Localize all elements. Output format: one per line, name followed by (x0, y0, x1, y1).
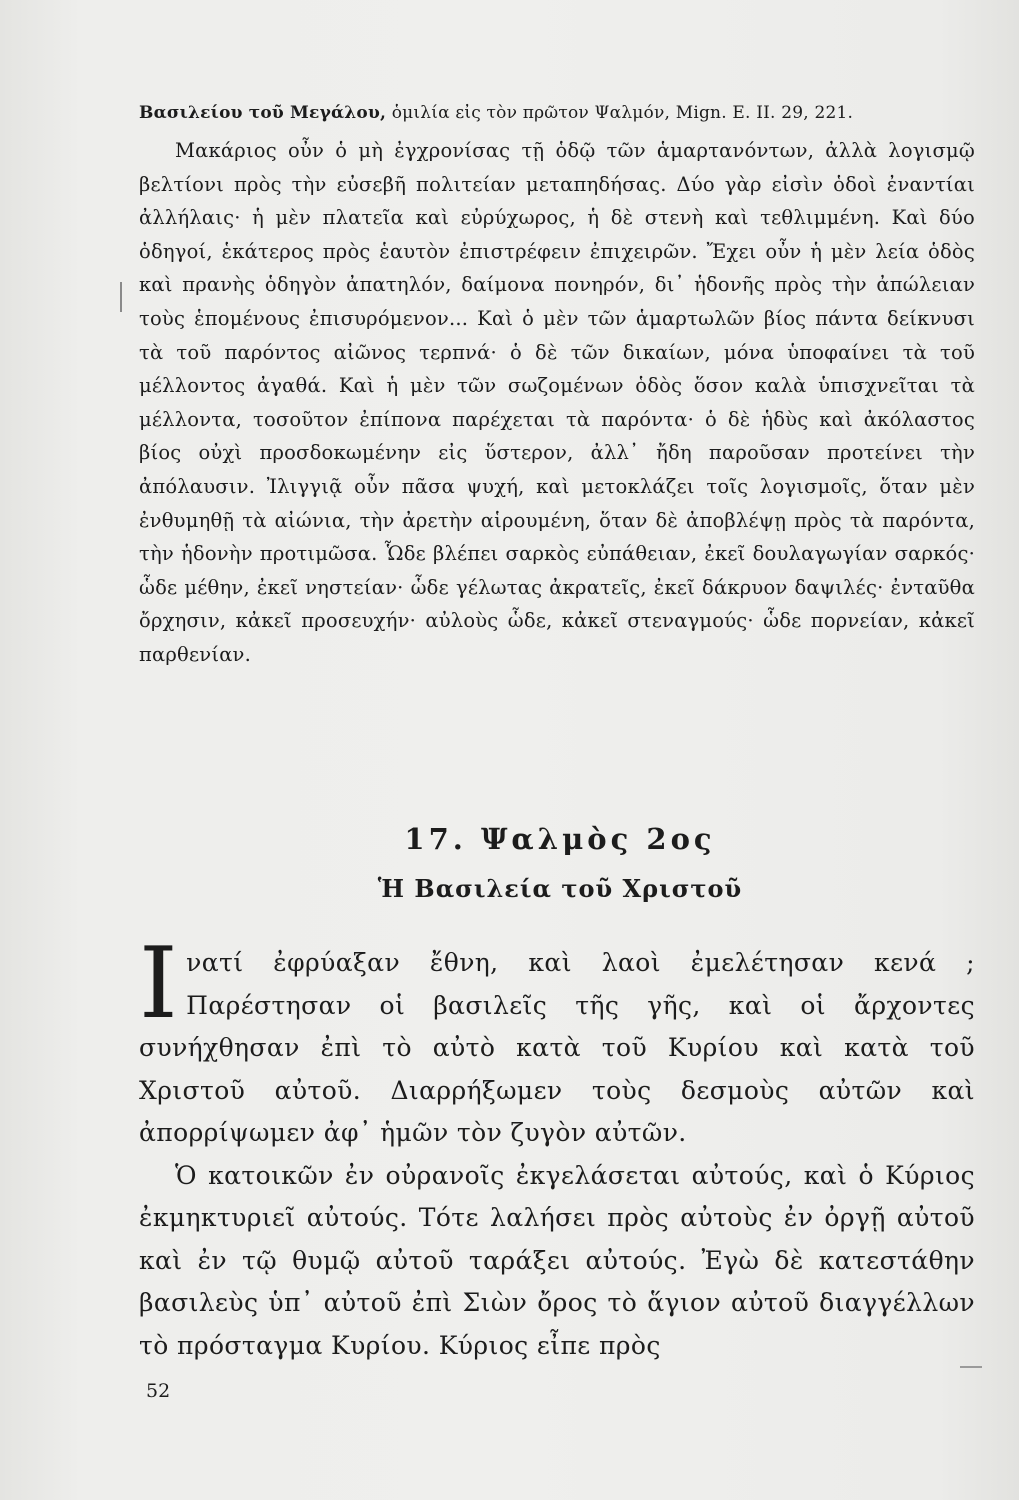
psalm-verse-1-text: νατί ἐφρύαξαν ἔθνη, καὶ λαοὶ ἐμελέτησαν κενά ; Παρέστησαν οἱ βασιλεῖς τῆς γῆς, καὶ οἱ ἄρχοντες συνήχθησαν ἐπὶ τὸ αὐτὸ κατὰ τοῦ Κυρίου καὶ κατὰ τοῦ Χριστοῦ αὐτοῦ. Διαρρήξωμεν τοὺς δεσμοὺς αὐτῶν καὶ ἀπορρίψωμεν ἀφ᾽ ἡμῶν τὸν ζυγὸν αὐτῶν. (139, 948, 975, 1147)
commentary-text: Μακάριος οὖν ὁ μὴ ἐγχρονίσας τῇ ὁδῷ τῶν ἁμαρτανόντων, ἀλλὰ λογισμῷ βελτίονι πρὸς τὴν εὐσεβῆ πολιτείαν μεταπηδήσας. Δύο γὰρ εἰσὶν ὁδοὶ ἐναντίαι ἀλλήλαις· ἡ μὲν πλατεῖα καὶ εὐρύχωρος, ἡ δὲ στενὴ καὶ τεθλιμμένη. Καὶ δύο ὁδηγοί, ἑκάτερος πρὸς ἑαυτὸν ἐπιστρέφειν ἐπιχειρῶν. Ἔχει οὖν ἡ μὲν λεία ὁδὸς καὶ πρανὴς ὁδηγὸν ἀπατηλόν, δαίμονα πονηρόν, δι᾽ ἡδονῆς πρὸς τὴν ἀπώλειαν τοὺς ἑπομένους ἐπισυρόμενον... Καὶ ὁ μὲν τῶν ἁμαρτωλῶν βίος πάντα δείκνυσι τὰ τοῦ παρόντος αἰῶνος τερπνά· ὁ δὲ τῶν δικαίων, μόνα ὑποφαίνει τὰ τοῦ μέλλοντος ἀγαθά. Καὶ ἡ μὲν τῶν σωζομένων ὁδὸς ὅσον καλὰ ὑπισχνεῖται τὰ μέλλοντα, τοσοῦτον ἐπίπονα παρέχεται τὰ παρόντα· ὁ δὲ ἡδὺς καὶ ἀκόλαστος βίος οὐχὶ προσδοκωμένην εἰς ὕστερον, ἀλλ᾽ ἤδη παροῦσαν προτείνει τὴν ἀπόλαυσιν. Ἰλιγγιᾷ οὖν πᾶσα ψυχή, καὶ μετοκλάζει τοῖς λογισμοῖς, ὅταν μὲν ἐνθυμηθῇ τὰ αἰώνια, τὴν ἀρετὴν αἱρουμένη, ὅταν δὲ ἀποβλέψῃ πρὸς τὰ παρόντα, τὴν ἡδονὴν προτιμῶσα. Ὧδε βλέπει σαρκὸς εὐπάθειαν, ἐκεῖ δουλαγωγίαν σαρκός· ὧδε μέθην, ἐκεῖ νηστείαν· ὧδε γέλωτας ἀκρατεῖς, ἐκεῖ δάκρυον δαψιλές· ἐνταῦθα ὄρχησιν, κἀκεῖ προσευχήν· αὐλοὺς ὧδε, κἀκεῖ στεναγμούς· ὧδε πορνείαν, κἀκεῖ παρθενίαν. (139, 139, 975, 666)
drop-cap: Ι (139, 927, 179, 1041)
psalm-verse-1 (139, 927, 975, 1155)
psalm-number-heading: 17. Ψαλμὸς 2ος (404, 822, 716, 856)
psalm-text-block (139, 927, 975, 1367)
psalm-verse-2: Ὁ κατοικῶν ἐν οὐρανοῖς ἐκγελάσεται αὐτούς, καὶ ὁ Κύριος ἐκμηκτυριεῖ αὐτούς. Τότε λαλήσει πρὸς αὐτοὺς ἐν ὀργῇ αὐτοῦ καὶ ἐν τῷ θυμῷ αὐτοῦ ταράξει αὐτούς. Ἐγὼ δὲ κατεστάθην βασιλεὺς ὑπ᾽ αὐτοῦ ἐπὶ Σιὼν ὄρος τὸ ἅγιον αὐτοῦ διαγγέλλων τὸ πρόσταγμα Κυρίου. Κύριος εἶπε πρὸς (139, 1160, 975, 1360)
source-author: Βασιλείου τοῦ Μεγάλου, (139, 103, 387, 123)
psalm-title-heading: Ἡ Βασιλεία τοῦ Χριστοῦ (377, 874, 743, 903)
page-number: 52 (146, 1380, 171, 1402)
margin-mark (120, 282, 122, 312)
source-citation (139, 98, 975, 128)
margin-dash (960, 1366, 982, 1368)
commentary-block (139, 98, 975, 672)
source-reference: ὁμιλία εἰς τὸν πρῶτον Ψαλμόν, Mign. E. II. 29, 221. (391, 103, 854, 123)
